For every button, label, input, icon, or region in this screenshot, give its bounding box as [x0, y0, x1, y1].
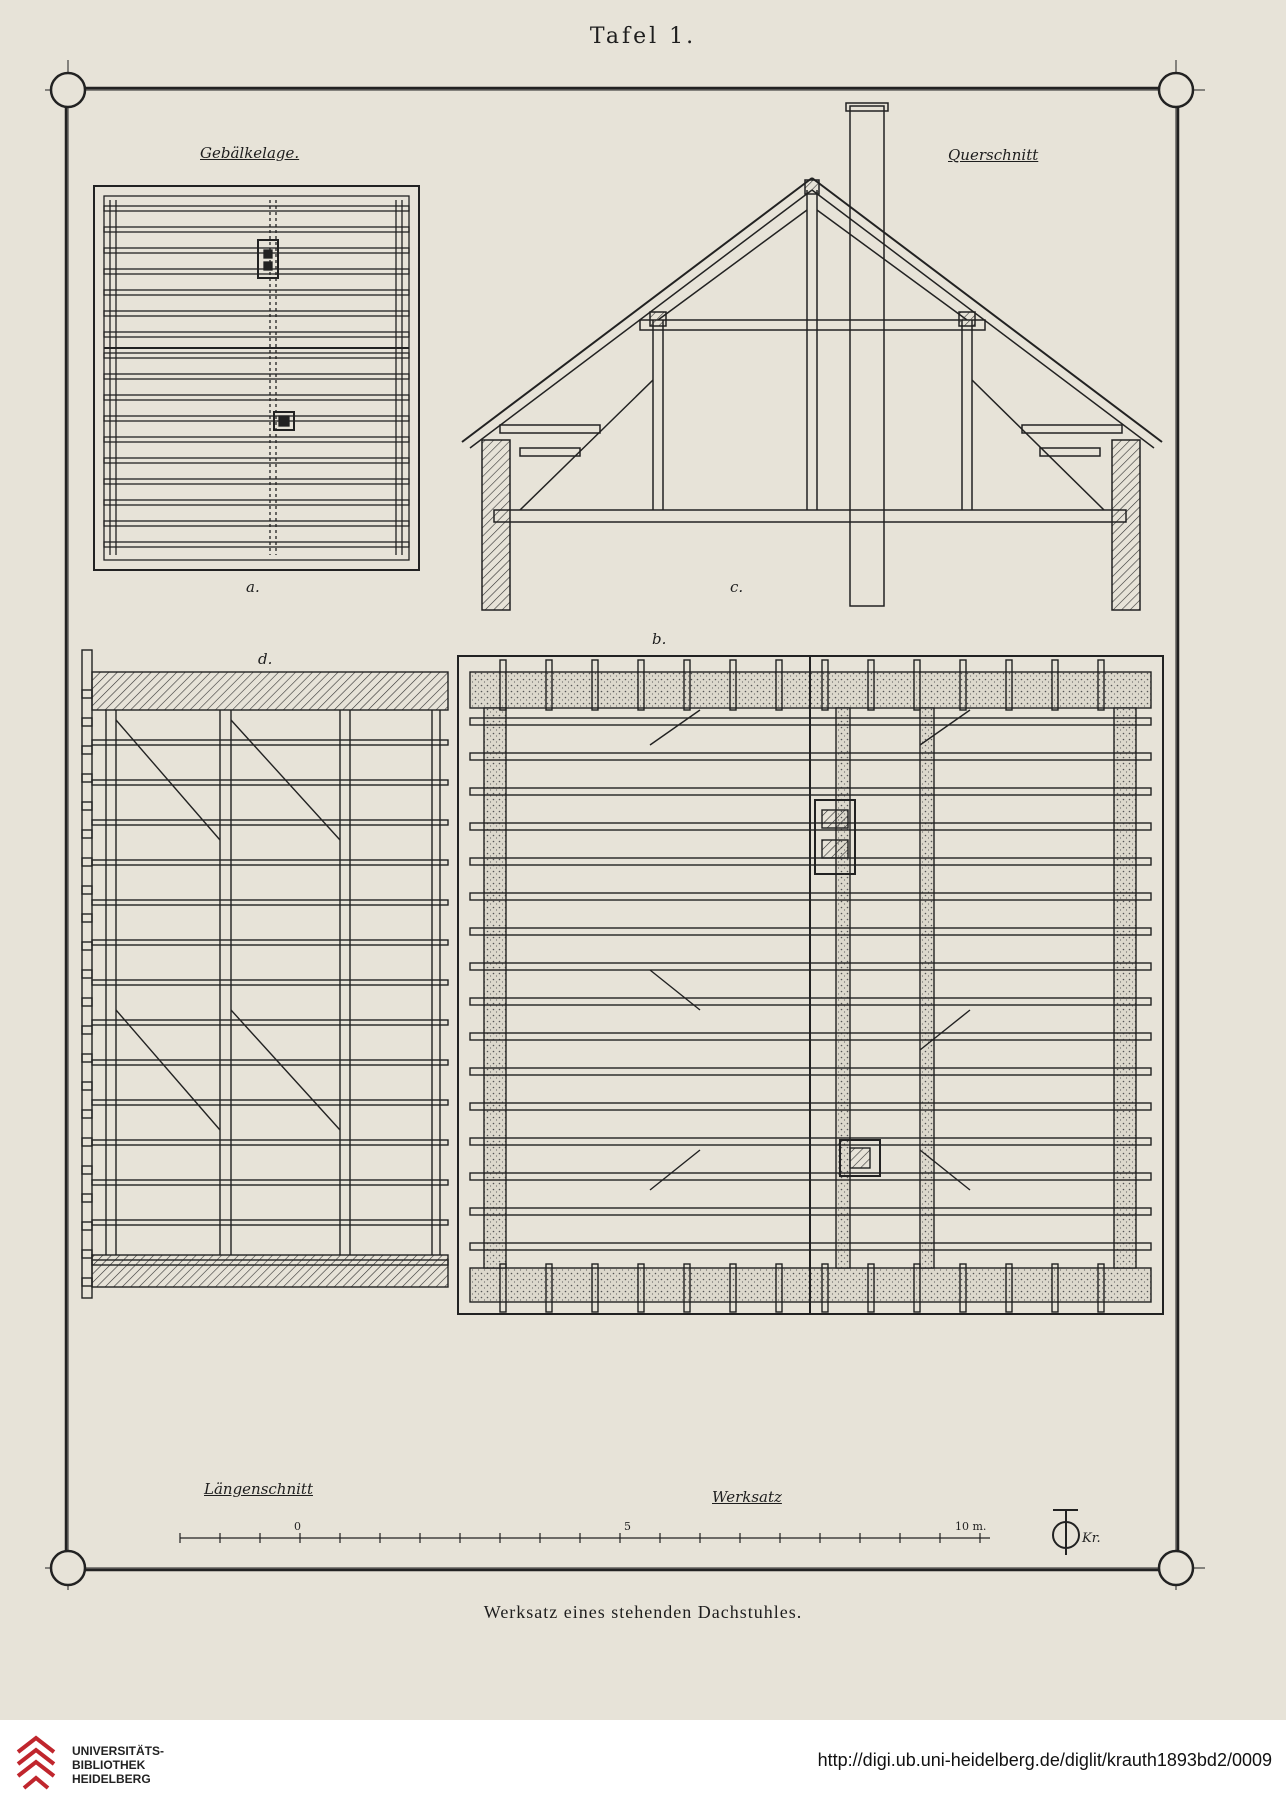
plate-caption: Werksatz eines stehenden Dachstuhles. [483, 1602, 803, 1622]
purlin-end-d [82, 746, 92, 754]
joist-a [104, 206, 409, 211]
joist-a [104, 458, 409, 463]
purlin-end-d [82, 1166, 92, 1174]
footer-bar [0, 1720, 1286, 1809]
purlin-end-d [82, 1082, 92, 1090]
purlin-end-d [82, 830, 92, 838]
werksatz-plan [458, 656, 1163, 1314]
monogram-mark [1053, 1510, 1079, 1555]
joist-a [104, 479, 409, 484]
joist-a [104, 248, 409, 253]
joist-a [104, 416, 409, 421]
rafter-d [92, 860, 448, 865]
joist-a [104, 269, 409, 274]
purlin-end-d [82, 802, 92, 810]
rafter-d [92, 940, 448, 945]
purlin-end-d [82, 886, 92, 894]
purlin-end-d [82, 1194, 92, 1202]
label-b: b. [652, 630, 667, 648]
corner-circle-bl [51, 1551, 85, 1585]
purlin-end-d [82, 1110, 92, 1118]
purlin-end-d [82, 718, 92, 726]
label-a: a. [246, 578, 260, 596]
rafter-d [92, 740, 448, 745]
scale-mark-10: 10 m. [955, 1520, 987, 1533]
joist-a [104, 500, 409, 505]
joist-a [104, 437, 409, 442]
ub-heidelberg-logo[interactable] [14, 1732, 184, 1798]
purlin-end-d [82, 942, 92, 950]
rafter-d [92, 1100, 448, 1105]
label-c: c. [730, 578, 744, 596]
purlin-end-d [82, 1054, 92, 1062]
logo-name: UNIVERSITÄTS- BIBLIOTHEK HEIDELBERG [72, 1744, 165, 1786]
joist-a [104, 374, 409, 379]
joist-a [104, 332, 409, 337]
rafter-d [92, 1060, 448, 1065]
joist-a [104, 353, 409, 358]
purlin-end-d [82, 1250, 92, 1258]
rafter-d [92, 1220, 448, 1225]
joist-a [104, 290, 409, 295]
monogram-text: Kr. [1082, 1531, 1101, 1546]
corner-circle-tr [1159, 73, 1193, 107]
purlin-end-d [82, 1138, 92, 1146]
joist-a [104, 311, 409, 316]
plate-title: Tafel 1. [589, 24, 697, 49]
gebaelkelage-plan [94, 186, 419, 570]
rafter-d [92, 1180, 448, 1185]
purlin-end-d [82, 774, 92, 782]
joist-a [104, 521, 409, 526]
purlin-end-d [82, 1026, 92, 1034]
scale-bar [180, 1533, 990, 1543]
rafter-d [92, 1020, 448, 1025]
permalink-url[interactable]: http://digi.ub.uni-heidelberg.de/diglit/krauth1893bd2/0009 [817, 1750, 1272, 1770]
rafter-d [92, 1140, 448, 1145]
joist-a [104, 542, 409, 547]
rafter-d [92, 900, 448, 905]
purlin-end-d [82, 970, 92, 978]
label-laengenschnitt: Längenschnitt [204, 1480, 313, 1498]
scale-mark-5: 5 [624, 1520, 631, 1533]
purlin-end-d [82, 1278, 92, 1286]
corner-circle-br [1159, 1551, 1193, 1585]
ub-logo-icon [14, 1732, 58, 1792]
label-werksatz: Werksatz [712, 1488, 782, 1506]
laengenschnitt-section [82, 650, 448, 1298]
rafter-d [92, 980, 448, 985]
rafter-d [92, 780, 448, 785]
scale-mark-0: 0 [294, 1520, 301, 1533]
corner-circle-tl [51, 73, 85, 107]
querschnitt-section [462, 103, 1162, 610]
purlin-end-d [82, 914, 92, 922]
rafter-d [92, 820, 448, 825]
joist-a [104, 227, 409, 232]
label-gebaelkelage: Gebälkelage. [200, 144, 300, 162]
purlin-end-d [82, 1222, 92, 1230]
label-d: d. [258, 650, 273, 668]
purlin-end-d [82, 858, 92, 866]
purlin-end-d [82, 998, 92, 1006]
joist-a [104, 395, 409, 400]
label-querschnitt: Querschnitt [948, 146, 1039, 164]
purlin-end-d [82, 690, 92, 698]
